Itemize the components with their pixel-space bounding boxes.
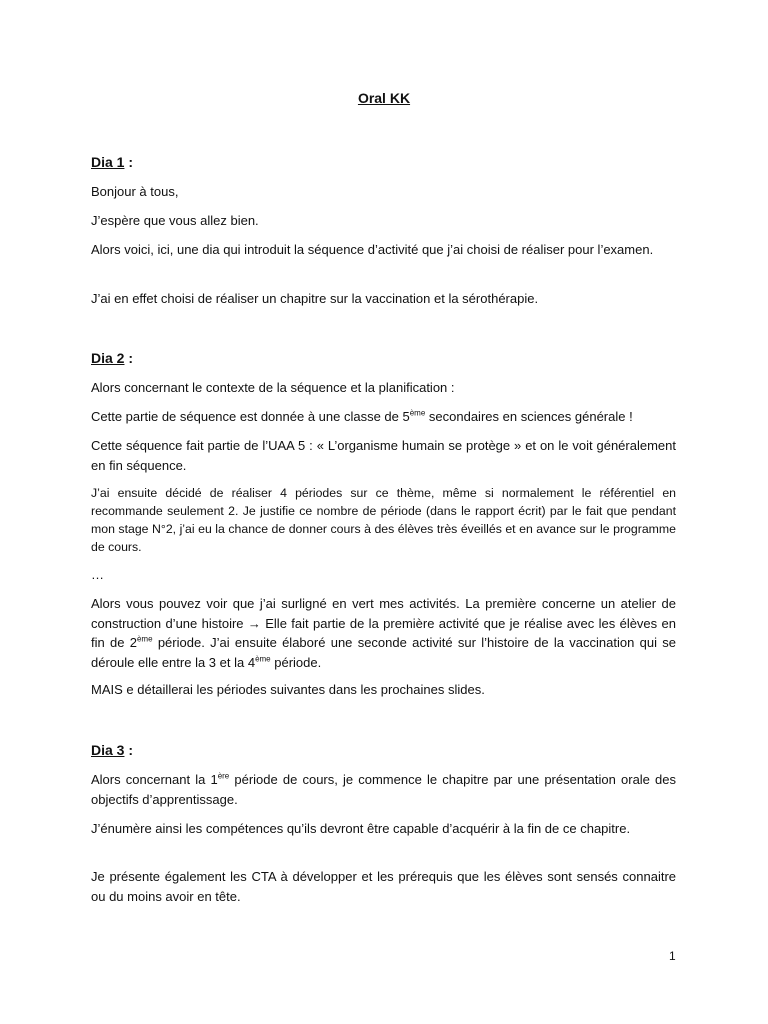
dia3-paragraph-1: Alors concernant la 1ère période de cours, je commence le chapitre par une présentation orale des objectifs d’apprentissage. bbox=[91, 771, 677, 807]
dia1-paragraph-4: J’ai en effet choisi de réaliser un chapitre sur la vaccination et la sérothérapie. bbox=[91, 291, 539, 306]
dia1-paragraph-1: Bonjour à tous, bbox=[91, 184, 179, 199]
dia2-paragraph-3: Cette séquence fait partie de l’UAA 5 : « L’organisme humain se protège » et on le voit généralement en fin séquence. bbox=[91, 438, 676, 473]
dia1-heading: Dia 1 : bbox=[91, 154, 134, 170]
dia3-paragraph-2: J’énumère ainsi les compétences qu’ils devront être capable d’acquérir à la fin de ce chapitre. bbox=[91, 821, 631, 836]
dia2-paragraph-6: Alors vous pouvez voir que j’ai surligné en vert mes activités. La première concerne un atelier de construction d’une histoire → Elle fait partie de la première activité que je réalise avec les élèves en fin de 2ème période. J’ai ensuite élaboré une seconde activité sur l’histoire de la vaccination qui se déroule elle entre la 3 et la 4ème période. bbox=[91, 596, 676, 670]
dia3-paragraph-3: Je présente également les CTA à développer et les prérequis que les élèves sont sensés connaitre ou du moins avoir en tête. bbox=[91, 869, 676, 904]
dia1-paragraph-2: J’espère que vous allez bien. bbox=[91, 213, 259, 228]
page-number: 1 bbox=[669, 949, 676, 963]
document-title: Oral KK bbox=[357, 90, 411, 106]
dia2-heading: Dia 2 : bbox=[91, 350, 134, 366]
dia3-heading: Dia 3 : bbox=[91, 742, 134, 758]
dia2-paragraph-1: Alors concernant le contexte de la séquence et la planification : bbox=[91, 380, 455, 395]
dia1-paragraph-3: Alors voici, ici, une dia qui introduit la séquence d’activité que j’ai choisi de réaliser pour l’examen. bbox=[91, 242, 654, 257]
arrow-icon: → bbox=[247, 615, 261, 631]
dia2-paragraph-4: J’ai ensuite décidé de réaliser 4 périodes sur ce thème, même si normalement le référentiel en recommande seulement 2. Je justifie ce nombre de période (dans le rapport écrit) par le fait que pendant mon stage N°2, j’ai eu la chance de donner cours à des élèves très éveillés et en avance sur le programme de cours. bbox=[91, 486, 676, 554]
dia2-paragraph-2: Cette partie de séquence est donnée à une classe de 5ème secondaires en sciences générale ! bbox=[91, 408, 633, 424]
dia2-paragraph-5: … bbox=[91, 567, 104, 582]
dia2-paragraph-7: MAIS e détaillerai les périodes suivantes dans les prochaines slides. bbox=[91, 682, 485, 697]
